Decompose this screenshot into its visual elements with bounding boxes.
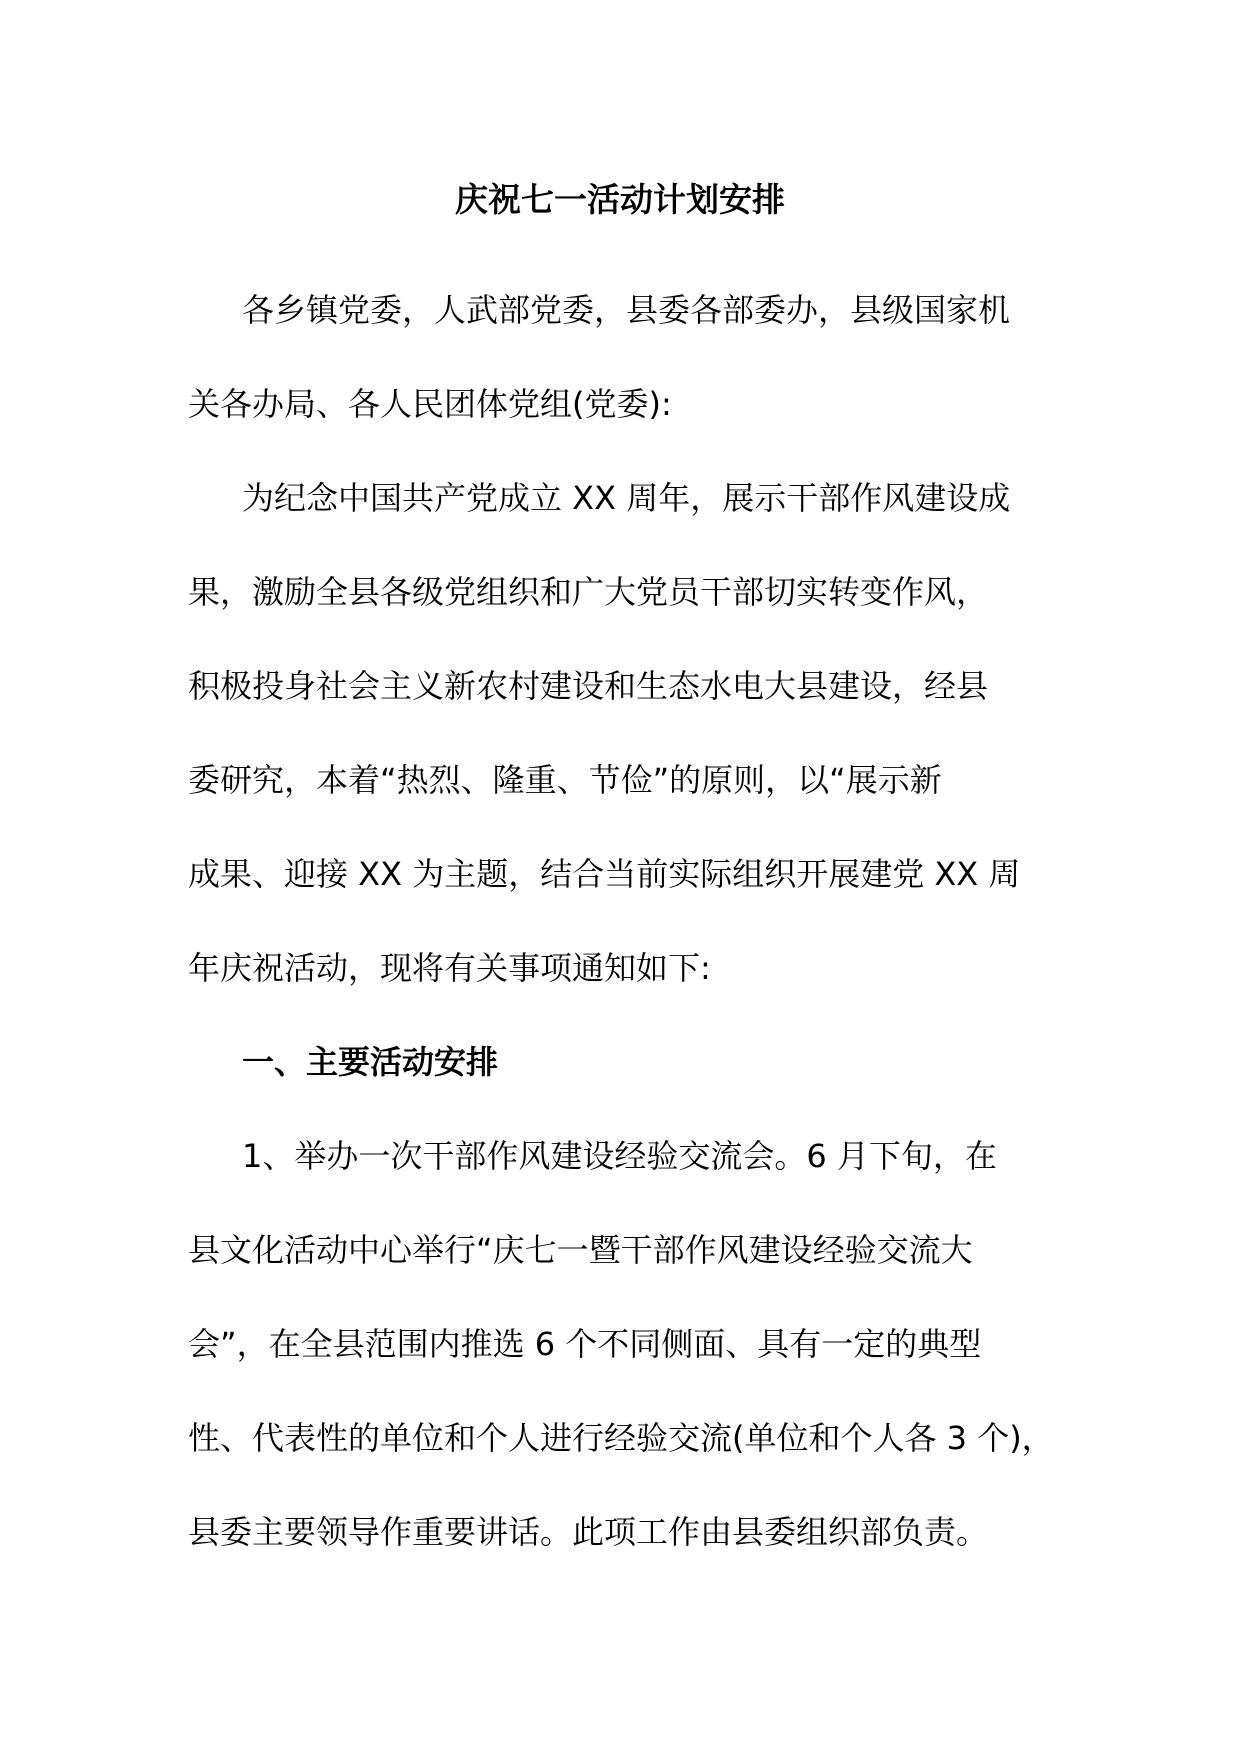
salutation-line-2: 关各办局、各人民团体党组(党委): <box>188 385 672 423</box>
item-1-line-5: 县委主要领导作重要讲话。此项工作由县委组织部负责。 <box>188 1513 989 1551</box>
item-1-line-4: 性、代表性的单位和个人进行经验交流(单位和个人各 3 个)， <box>188 1419 1054 1457</box>
section-heading: 一、主要活动安排 <box>242 1043 499 1081</box>
item-1-line-3: 会”，在全县范围内推选 6 个不同侧面、具有一定的典型 <box>188 1325 982 1363</box>
salutation-line-1: 各乡镇党委，人武部党委，县委各部委办，县级国家机 <box>242 291 1011 329</box>
intro-line-6: 年庆祝活动，现将有关事项通知如下: <box>188 949 711 987</box>
document-title: 庆祝七一活动计划安排 <box>455 180 785 219</box>
item-1-line-1: 1、举办一次干部作风建设经验交流会。6 月下旬，在 <box>242 1137 997 1175</box>
intro-line-1: 为纪念中国共产党成立 XX 周年，展示干部作风建设成 <box>242 479 1011 517</box>
intro-line-5: 成果、迎接 XX 为主题，结合当前实际组织开展建党 XX 周 <box>188 855 1021 893</box>
intro-line-3: 积极投身社会主义新农村建设和生态水电大县建设，经县 <box>188 667 989 705</box>
item-1-line-2: 县文化活动中心举行“庆七一暨干部作风建设经验交流大 <box>188 1231 973 1269</box>
intro-line-2: 果，激励全县各级党组织和广大党员干部切实转变作风， <box>188 573 989 611</box>
intro-line-4: 委研究，本着“热烈、隆重、节俭”的原则，以“展示新 <box>188 761 942 799</box>
